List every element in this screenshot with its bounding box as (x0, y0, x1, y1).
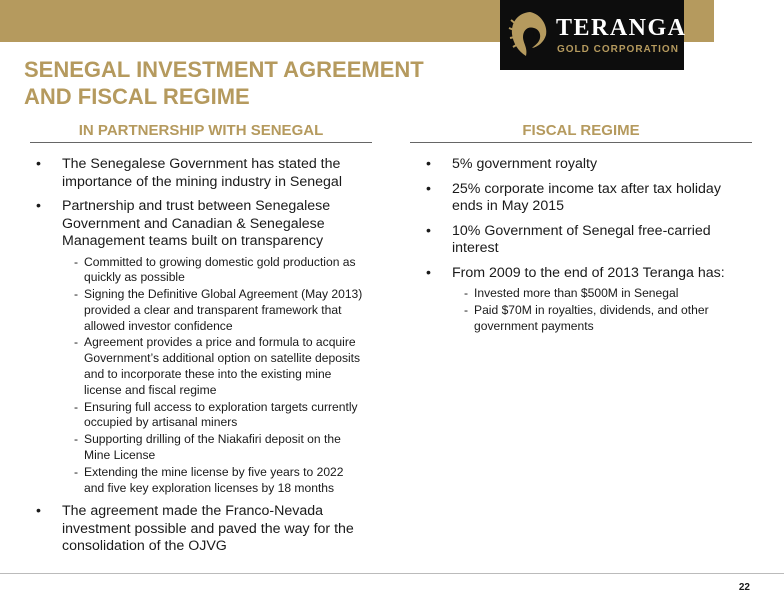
list-item (426, 265, 746, 335)
bullet-text: Partnership and trust between Senegalese Government and Canadian & Senegalese Management teams built on transparency (62, 198, 331, 249)
dash-icon: - (74, 464, 79, 479)
list-item (36, 503, 366, 556)
bullet-icon: • (36, 198, 41, 214)
sub-list-item (62, 255, 366, 287)
dash-icon: - (74, 432, 79, 447)
dash-icon: - (464, 302, 469, 317)
bullet-text: The agreement made the Franco-Nevada investment possible and paved the way for the consolidation of the OJVG (62, 503, 354, 555)
dash-icon: - (74, 399, 79, 414)
bullet-text: 25% corporate income tax after tax holiday ends in May 2015 (452, 180, 721, 214)
sub-list-item (62, 287, 366, 334)
sub-list-item (62, 432, 366, 464)
right-heading-rule (410, 142, 752, 143)
logo-subtitle: GOLD CORPORATION (557, 44, 679, 55)
left-column-heading: IN PARTNERSHIP WITH SENEGAL (78, 122, 324, 139)
bullet-icon: • (426, 222, 431, 239)
dash-icon: - (74, 335, 79, 350)
lion-head-icon (508, 10, 552, 58)
sub-list-item (452, 286, 746, 302)
list-item (36, 198, 366, 496)
dash-icon: - (74, 287, 79, 302)
left-column (36, 156, 366, 563)
sub-list-item (452, 303, 746, 335)
sub-list-item (62, 465, 366, 497)
left-sub-list (62, 255, 366, 497)
sub-list-item (62, 335, 366, 398)
right-bullet-list (426, 156, 746, 334)
right-column (426, 156, 746, 341)
sub-bullet-text: Invested more than $500M in Senegal (474, 286, 679, 300)
bullet-icon: • (426, 264, 431, 281)
bullet-text: 10% Government of Senegal free-carried interest (452, 222, 711, 256)
right-column-heading: FISCAL REGIME (522, 122, 640, 139)
sub-bullet-text: Paid $70M in royalties, dividends, and other government payments (474, 302, 709, 333)
list-item (426, 156, 746, 174)
dash-icon: - (464, 286, 469, 300)
company-logo (500, 0, 687, 70)
bullet-icon: • (426, 180, 431, 197)
footer-rule (0, 573, 784, 574)
page-number: 22 (738, 582, 750, 593)
bullet-icon: • (426, 156, 431, 172)
title-line-1: SENEGAL INVESTMENT AGREEMENT (24, 57, 424, 82)
sub-bullet-text: Extending the mine license by five years to 2022 and five key exploration licenses by 18 months (84, 464, 344, 495)
list-item (426, 223, 746, 258)
sub-bullet-text: Agreement provides a price and formula to acquire Government’s additional option on satellite deposits and to incorporate these into the existing mine license and fiscal regime (84, 335, 361, 397)
dash-icon: - (74, 254, 79, 269)
left-bullet-list (36, 156, 366, 556)
list-item (36, 156, 366, 191)
page-title (24, 56, 424, 110)
bullet-text: 5% government royalty (452, 156, 598, 172)
sub-bullet-text: Committed to growing domestic gold production as quickly as possible (84, 254, 356, 285)
left-heading-rule (30, 142, 372, 143)
sub-bullet-text: Ensuring full access to exploration targets currently occupied by artisanal miners (84, 399, 358, 430)
sub-bullet-text: Supporting drilling of the Niakafiri deposit on the Mine License (84, 432, 341, 463)
list-item (426, 181, 746, 216)
bullet-text: From 2009 to the end of 2013 Teranga has: (452, 264, 725, 281)
right-sub-list (452, 286, 746, 334)
sub-list-item (62, 400, 366, 432)
title-line-2: AND FISCAL REGIME (24, 84, 250, 109)
bullet-icon: • (36, 503, 41, 520)
logo-name: TERANGA (556, 15, 687, 41)
bullet-icon: • (36, 156, 41, 172)
bullet-text: The Senegalese Government has stated the importance of the mining industry in Senegal (62, 156, 342, 190)
sub-bullet-text: Signing the Definitive Global Agreement (May 2013) provided a clear and transparent framework that allowed investor confidence (84, 287, 363, 333)
